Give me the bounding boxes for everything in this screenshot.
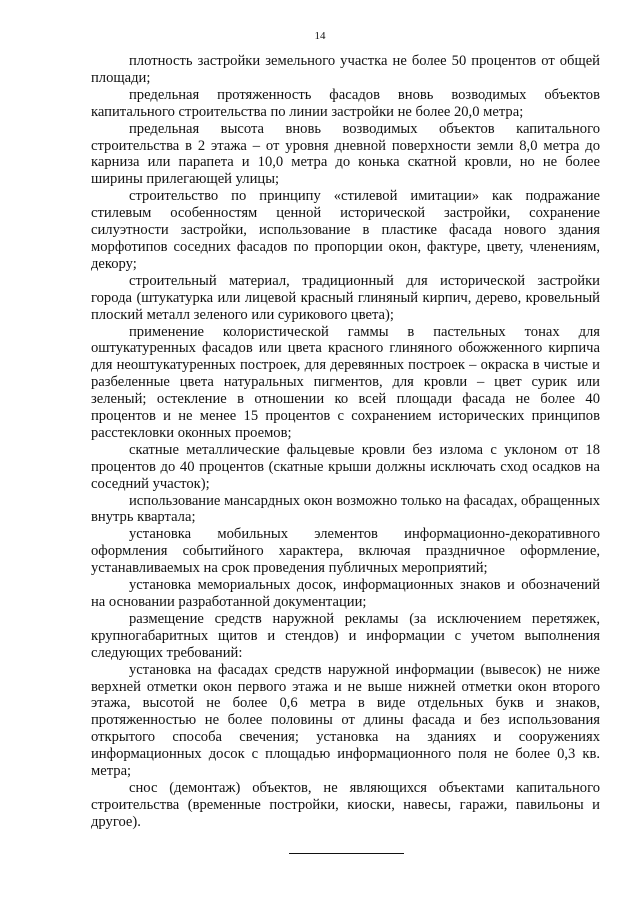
paragraph-demolition: снос (демонтаж) объектов, не являющихся объектами капитального строительства (временные постройки, киоски, навесы, гаражи, павильоны и другое). bbox=[91, 779, 600, 830]
paragraph-color-scheme: применение колористической гаммы в пастельных тонах для оштукатуренных фасадов или цвета красного глиняного обожженного кирпича для неоштукатуренных построек, для деревянных построек – окраска в чистые и разбеленные цвета натуральных пигментов, для кровли – цвет сурик или зеленый; остекление в отношении ко всей площади фасада не более 40 процентов и не менее 15 процентов с сохранением исторических принципов расстекловки оконных проемов; bbox=[91, 323, 600, 441]
paragraph-signage-requirements: установка на фасадах средств наружной информации (вывесок) не ниже верхней отметки окон первого этажа и не выше нижней отметки окон второго этажа, высотой не более 0,6 метра в виде отдельных букв и знаков, протяженностью не более половины от длины фасада и без использования открытого способа свечения; установка на зданиях и сооружениях информационных досок с площадью информационного поля не более 0,3 кв. метра; bbox=[91, 661, 600, 780]
paragraph-building-material: строительный материал, традиционный для исторической застройки города (штукатурка или лицевой красный глиняный кирпич, дерево, кровельный плоский металл зеленого или сурикового цвета); bbox=[91, 272, 600, 323]
paragraph-memorial-plaques: установка мемориальных досок, информационных знаков и обозначений на основании разработанной документации; bbox=[91, 577, 600, 610]
paragraph-mobile-decor: установка мобильных элементов информационно-декоративного оформления событийного характера, включая праздничное оформление, устанавливаемых на срок проведения публичных мероприятий; bbox=[91, 526, 600, 577]
paragraph-mansard-windows: использование мансардных окон возможно только на фасадах, обращенных внутрь квартала; bbox=[91, 492, 600, 526]
paragraph-style-imitation: строительство по принципу «стилевой имитации» как подражание стилевым особенностям ценной исторической застройки, сохранение силуэтности застройки, использование в пластике фасада нового здания морфотипов соседних фасадов по пропорции окон, фактуре, цвету, членениям, декору; bbox=[91, 188, 600, 272]
paragraph-facade-length: предельная протяженность фасадов вновь возводимых объектов капитального строительства по линии застройки не более 20,0 метра; bbox=[91, 86, 600, 120]
paragraph-building-height: предельная высота вновь возводимых объектов капитального строительства в 2 этажа – от уровня дневной поверхности земли 8,0 метра до карниза или парапета и 10,0 метра до конька скатной кровли, но не более ширины прилегающей улицы; bbox=[91, 120, 600, 188]
page-number: 14 bbox=[314, 30, 326, 42]
paragraph-building-density: плотность застройки земельного участка не более 50 процентов от общей площади; bbox=[91, 53, 600, 86]
document-body bbox=[91, 53, 600, 831]
paragraph-outdoor-advertising: размещение средств наружной рекламы (за исключением перетяжек, крупногабаритных щитов и стендов) и информации с учетом выполнения следующих требований: bbox=[91, 610, 600, 661]
end-divider bbox=[289, 853, 404, 854]
paragraph-metal-roofs: скатные металлические фальцевые кровли без излома с уклоном от 18 процентов до 40 процентов (скатные крыши должны исключать сход осадков на соседний участок); bbox=[91, 441, 600, 492]
